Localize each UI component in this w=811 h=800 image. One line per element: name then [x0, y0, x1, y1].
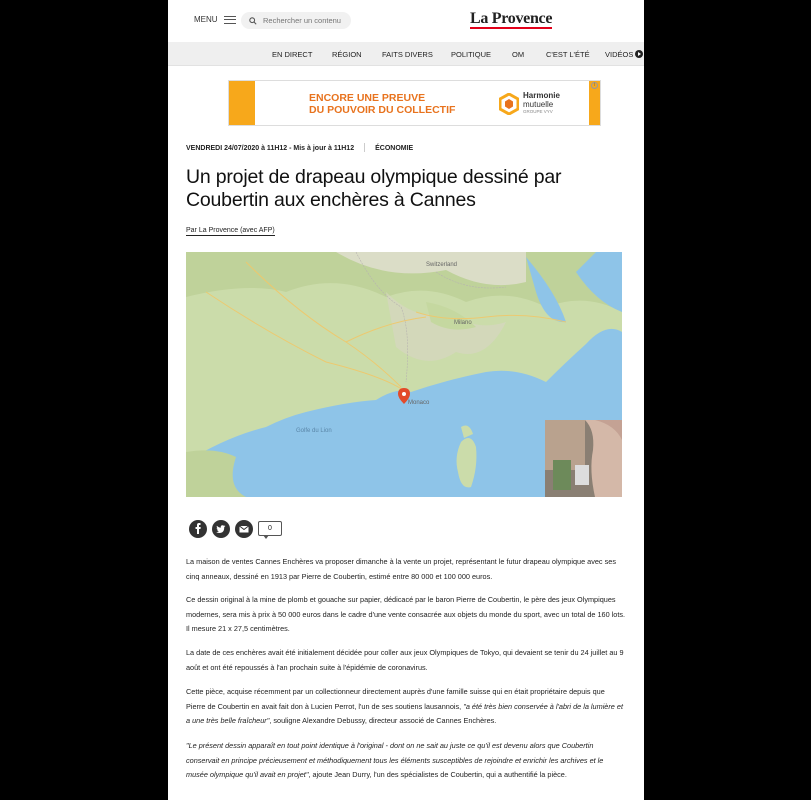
ad-headline	[309, 92, 455, 116]
site-logo[interactable]: La Provence	[470, 10, 553, 27]
nav-item-om[interactable]: OM	[512, 50, 525, 59]
article-paragraph-4	[186, 685, 626, 729]
menu-label: MENU	[194, 15, 218, 24]
search-box[interactable]	[241, 12, 351, 29]
article-title: Un projet de drapeau olympique dessiné par Coubertin aux enchères à Cannes	[186, 166, 562, 211]
search-input[interactable]	[263, 16, 348, 25]
ad-brand-name-2: mutuelle	[523, 100, 554, 109]
article-meta	[186, 143, 413, 152]
main-nav	[168, 42, 644, 66]
ad-line-2: DU POUVOIR DU COLLECTIF	[309, 104, 456, 116]
ad-info-icon[interactable]: i	[591, 82, 598, 89]
map-label-golfe-du-lion: Golfe du Lion	[296, 428, 332, 434]
twitter-share-button[interactable]	[212, 520, 230, 538]
nav-item-faits-divers[interactable]: FAITS DIVERS	[382, 50, 433, 59]
article-paragraph-2: Ce dessin original à la mine de plomb et gouache sur papier, dédicacé par le baron Pierre de Coubertin, le père des jeux Olympiques modernes, sera mis à prix à 50 000 euros dans le cadre d'une vente consacrée aux objets du monde du sport, avec un total de 160 lots. Il mesure 21 x 27,5 centimètres.	[186, 595, 626, 633]
map-label-milano: Milano	[454, 320, 472, 326]
ad-brand-name: Harmonie	[523, 91, 560, 100]
nav-videos-label: VIDÉOS	[605, 50, 634, 59]
article-paragraph-1: La maison de ventes Cannes Enchères va proposer dimanche à la vente un projet, représentant le futur drapeau olympique avec ses cinq anneaux, dessiné en 1913 par Pierre de Coubertin, estimé entre 80 000 et 100 000 euros.	[186, 557, 616, 581]
ad-brand-logo	[499, 92, 560, 115]
article-paragraph-3: La date de ces enchères avait été initialement décidée pour coller aux jeux Olympiques de Tokyo, qui devaient se tenir du 24 juillet au 9 août et ont été repoussés à l'an prochain suite à l'épidémie de coronavirus.	[186, 648, 624, 672]
map-label-switzerland: Switzerland	[426, 262, 458, 268]
paragraph-4-text: Cette pièce, acquise récemment par un collectionneur directement auprès d'une famille suisse qui en était propriétaire depuis que Pierre de Coubertin en avait fait don à Lucien Perrot, l'un de ses soutiens lausannois,	[186, 687, 605, 711]
ad-brand-group: GROUPE VYV	[523, 109, 553, 114]
article-page	[168, 0, 644, 800]
paragraph-4-tail: , souligne Alexandre Debussy, directeur associé de Cannes Enchères.	[269, 716, 497, 725]
ad-left-band	[229, 81, 255, 126]
nav-item-region[interactable]: RÉGION	[332, 50, 362, 59]
paragraph-5-quote: "Le présent dessin apparaît en tout point identique à l'original - dont on ne sait au juste ce qu'il est devenu alors que Coubertin conservait en principe précieusement et méthodiquement tous les éléments susceptibles de rejoindre et enrichir les archives et le musée olympique qu'il avait en projet"	[186, 741, 604, 779]
article-author[interactable]: Par La Provence (avec AFP)	[186, 227, 275, 234]
email-share-button[interactable]	[235, 520, 253, 538]
twitter-icon	[212, 520, 230, 538]
paragraph-4-quote: "a été très bien conservée à l'abri de la lumière et a une très belle fraîcheur"	[186, 701, 623, 725]
article-paragraph-5	[186, 739, 626, 783]
article-date: VENDREDI 24/07/2020 à 11H12 - Mis à jour à 11H12	[186, 145, 355, 152]
facebook-icon	[189, 520, 207, 538]
search-icon	[249, 17, 257, 25]
hamburger-icon	[224, 16, 236, 24]
map-label-monaco: Monaco	[408, 400, 430, 406]
article-category[interactable]: ÉCONOMIE	[375, 145, 414, 152]
comments-count-button[interactable]: 0	[258, 521, 282, 536]
nav-item-politique[interactable]: POLITIQUE	[451, 50, 492, 59]
facebook-share-button[interactable]	[189, 520, 207, 538]
nav-item-videos[interactable]	[605, 50, 643, 59]
hexagon-logo-icon	[499, 93, 519, 115]
menu-button[interactable]	[194, 15, 236, 24]
email-icon	[235, 520, 253, 538]
paragraph-5-tail: , ajoute Jean Durry, l'un des spécialistes de Coubertin, qui a authentifié la pièce.	[308, 770, 567, 779]
ad-banner[interactable]	[228, 80, 601, 126]
nav-item-cest-lete[interactable]: C'EST L'ÉTÉ	[546, 50, 590, 59]
top-header	[168, 0, 644, 42]
ad-line-1: ENCORE UNE PREUVE	[309, 92, 426, 104]
play-icon	[635, 50, 643, 58]
thumbnail-image	[545, 420, 622, 497]
meta-divider	[364, 143, 365, 152]
nav-item-en-direct[interactable]: EN DIRECT	[272, 50, 313, 59]
video-thumbnail[interactable]	[545, 420, 622, 497]
